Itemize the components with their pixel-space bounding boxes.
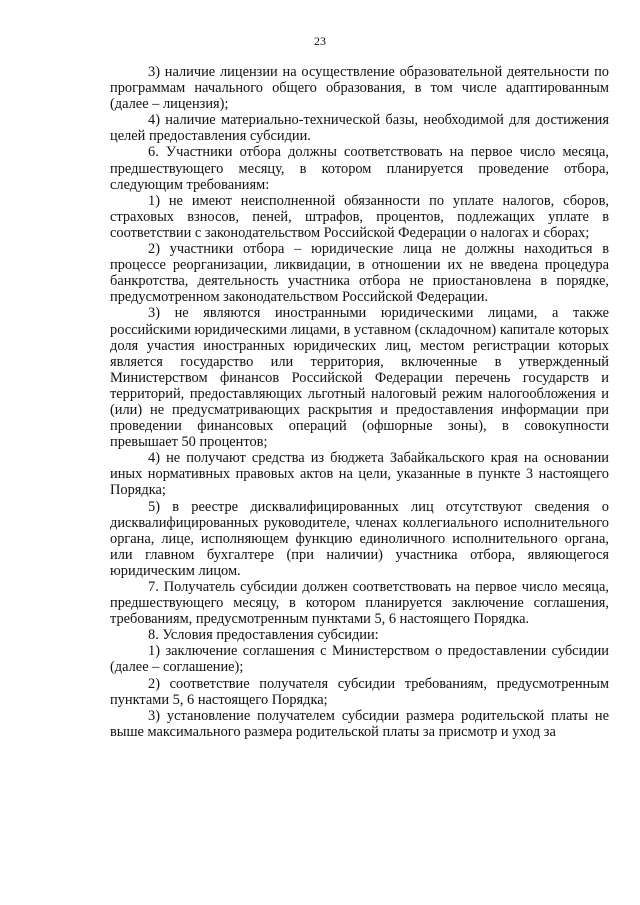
- paragraph-requirement-foreign-entities: 3) не являются иностранными юридическими лицами, а также российскими юридическими лицами, в уставном (складочном) капитале которых доля участия иностранных юридических лиц, местом регистрации которых является государство или территория, включенные в утвержденный Министерством финансов Российской Федерации перечень государств и территорий, предоставляющих льготный налоговый режим налогообложения и (или) не предусматривающих раскрытия и предоставления информации при проведении финансовых операций (офшорные зоны), в совокупности превышает 50 процентов;: [110, 305, 609, 451]
- paragraph-requirement-reorganization: 2) участники отбора – юридические лица не должны находиться в процессе реорганизации, ликвидации, в отношении их не введена процедура банкротства, деятельность участника отбора не приостановлена в порядке, предусмотренном законодательством Российской Федерации.: [110, 241, 609, 306]
- paragraph-requirement-disqualified: 5) в реестре дисквалифицированных лиц отсутствуют сведения о дисквалифицированных руководителе, членах коллегиального исполнительного органа, лице, исполняющем функцию единоличного исполнительного органа, или главном бухгалтере (при наличии) участника отбора, являющегося юридическим лицом.: [110, 498, 609, 579]
- paragraph-section-8-intro: 8. Условия предоставления субсидии:: [148, 627, 379, 644]
- paragraph-license: 3) наличие лицензии на осуществление образовательной деятельности по программам начального общего образования, в том числе адаптированным (далее – лицензия);: [110, 64, 609, 113]
- paragraph-condition-agreement: 1) заключение соглашения с Министерством о предоставлении субсидии (далее – соглашение);: [110, 643, 609, 676]
- paragraph-material-base: 4) наличие материально-технической базы, необходимой для достижения целей предоставления субсидии.: [110, 112, 609, 145]
- paragraph-section-7: 7. Получатель субсидии должен соответствовать на первое число месяца, предшествующего месяцу, в котором планируется заключение соглашения, требованиям, предусмотренным пунктами 5, 6 настоящего Порядка.: [110, 579, 609, 628]
- paragraph-condition-parental-fee: 3) установление получателем субсидии размера родительской платы не выше максимального размера родительской платы за присмотр и уход за: [110, 707, 609, 740]
- paragraph-requirement-other-funds: 4) не получают средства из бюджета Забайкальского края на основании иных нормативных правовых актов на цели, указанные в пункте 3 настоящего Порядка;: [110, 450, 609, 499]
- paragraph-section-6-intro: 6. Участники отбора должны соответствовать на первое число месяца, предшествующего месяцу, в котором планируется проведение отбора, следующим требованиям:: [110, 144, 609, 193]
- paragraph-condition-compliance: 2) соответствие получателя субсидии требованиям, предусмотренным пунктами 5, 6 настоящего Порядка;: [110, 675, 609, 708]
- paragraph-requirement-taxes: 1) не имеют неисполненной обязанности по уплате налогов, сборов, страховых взносов, пеней, штрафов, процентов, подлежащих уплате в соответствии с законодательством Российской Федерации о налогах и сборах;: [110, 192, 609, 241]
- document-body: [110, 64, 609, 740]
- page-number: 23: [314, 34, 326, 48]
